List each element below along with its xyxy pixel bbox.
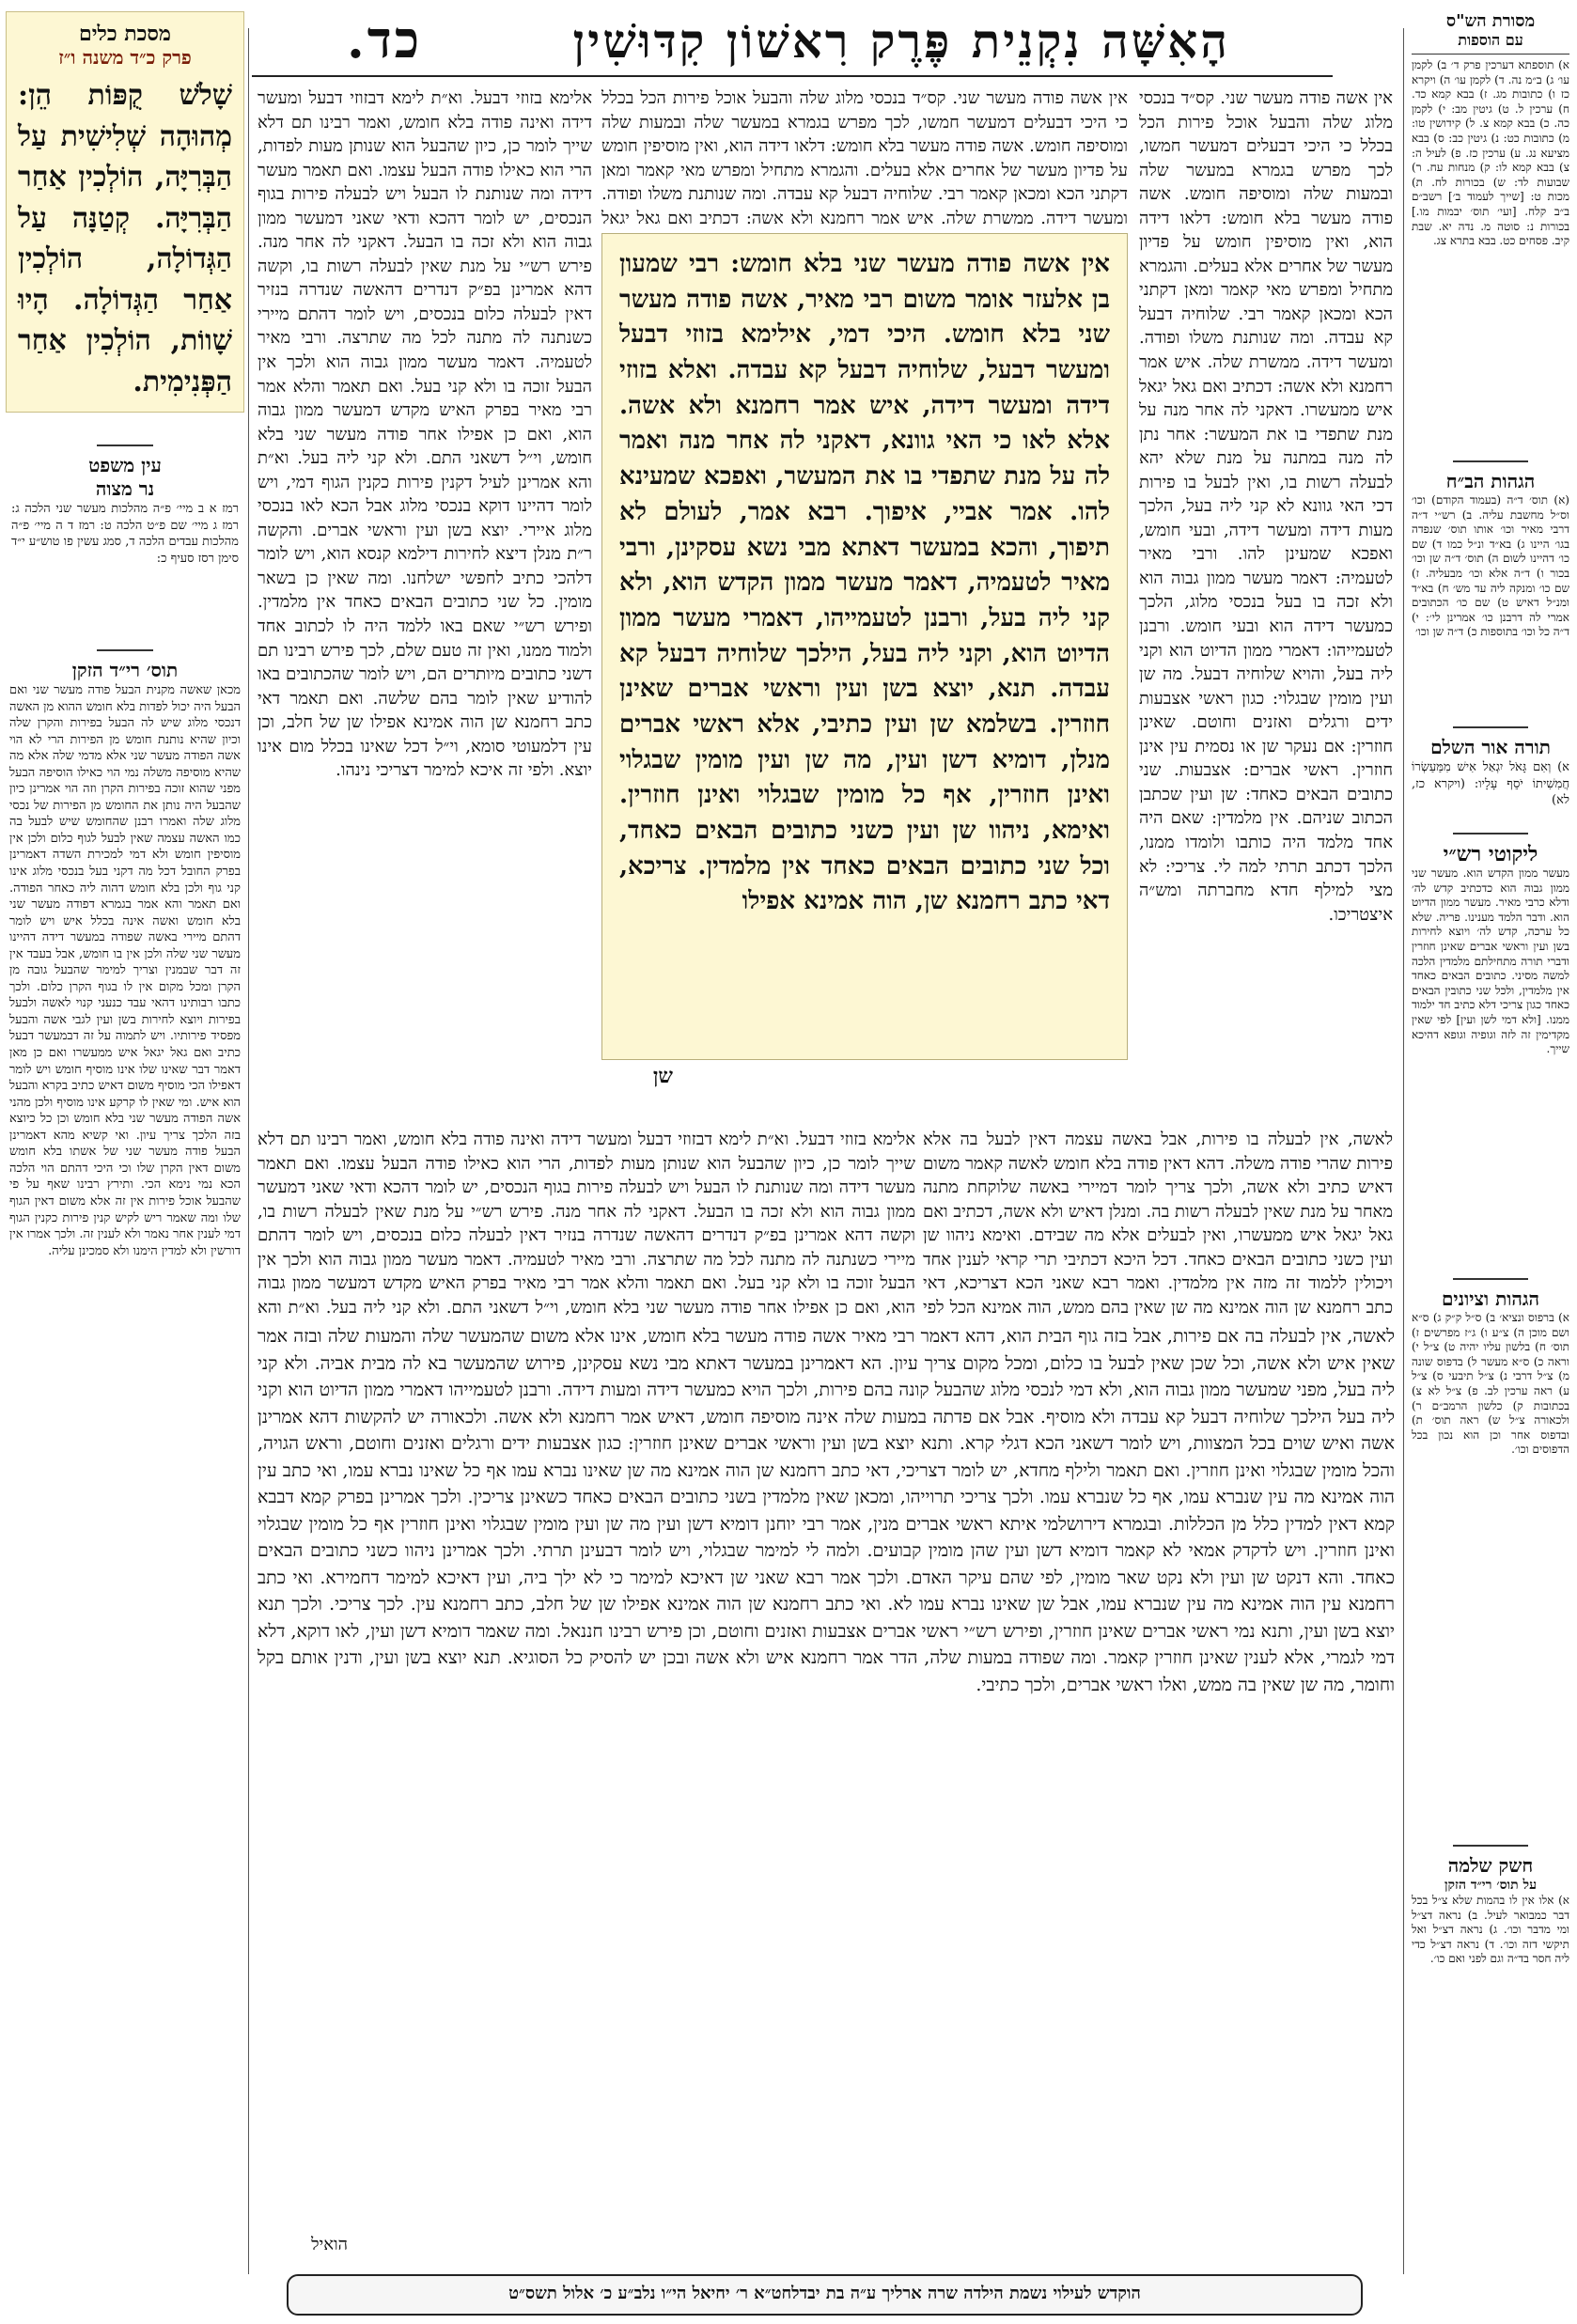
mishnah-title: מסכת כלים [79,22,171,46]
likutei-rashi-text: מעשר ממון הקדש הוא. מעשר שני ממון גבוה הוא כדכתיב קדש לה׳ ודלא כרבי מאיר. מעשר ממון הדיוט הוא. ודבר הלמד מענינו. פריה. שלא כל ערכה, קדש לה׳ ויוצא לחירות בשן ועין וראשי אברים שאינן חוזרין ודברי תורה מתחילתם מלמדין הלכה למשה מסיני. כתובים הבאים כאחד אין מלמדין, ולכל שני כתובין הבאים כאחד כגון צריכי דלא כתיב חד ילמוד ממנו. [ולא דמי לשן ועין] לפי שאין מקדימין זה לזה וגופיה וגופא דהיכא שייך. [1412,866,1569,1056]
right-margin [1412,11,1569,2267]
cheshek-text: א) אלו אין לו בהמות שלא צ״ל בכל דבר כמבואר לעיל. ב) נראה דצ״ל ומי מדבר וכו׳. ג) נראה דצ״ל ואל תיקשי דזה וכו׳. ד) נראה דצ״ל כדי ליה חסר בד״ה וגם לפני ואם כו׳. [1412,1894,1569,1966]
mesoret-title: מסורת הש"ס [1445,11,1536,31]
divider [1453,726,1528,728]
ein-mishpat-title: עין משפט [88,454,162,476]
dedication-footer [287,2274,1363,2316]
upper-band-text: אין אשה פודה מעשר שני. קס״ד בנכסי מלוג שלה והבעל אוכל פירות הכל בכלל כי היכי דבעלים דמעשר חמשו, לכך מפרש בגמרא במעשר שלה ובמעות שלה ומוסיפה חומש. אשה פודה מעשר בלא חומש: דלאו דידה הוא, ואין מוסיפין חומש על פדיון מעשר של אחרים אלא בעלים. והגמרא מתחיל ומפרש מאי קאמר ומאן דקתני הכא ומכאן קאמר רבי. שלוחיה דבעל קא עבדה. ומה שנותנת משלו ופודה. ומעשר דידה. ממשרת שלה. איש אמר רחמנא ולא אשה: דכתיב ואם גאל יגאל [601,88,1128,227]
rashi-bottom-text: לאשה, אין לבעלה בו פירות, אבל באשה עצמה דאין לבעל בה אלא פירות שהרי פודה משלה. דהא דאין פודה בלא חומש לאשה קאמר משום דאיש כתיב ולא אשה, ולכך צריך לומר דמיירי באשה שלוקחת מתנה מאחר על מנת שאין לבעלה רשות בה. ומנלן דאיש ולא אשה, דכתיב ואם גאל יגאל איש ממעשרו, ואין לבעלים אלא מה שבידם. ואימא ניהוו שן ועין כשני כתובים הבאים כאחד. דכל היכא דכתיבי תרי קראי לענין אחד ויכולין ללמוד זה מזה אין מלמדין. ואמר רבא שאני הכא דצריכא, דאי כתב רחמנא שן הוה אמינא מה שן שאין בהם ממש, הוה אמינא הכל לפי [923,1130,1393,1316]
bottom-catchword: הואיל [311,2235,348,2254]
divider [97,445,153,446]
bottom-commentary-text: לאשה, אין לבעלה בה אם פירות, אבל בזה גוף הבית הוא, דהא דאמר רבי מאיר אשה פודה מעשר בלא חומש, אינו אלא משום שהמעשר שלה והמעות שלה ובזה אמר שאין איש ולא אשה, וכל שכן שאין לבעל בו כלום, ומכל מקום צריך עיון. הא דאמרינן במעשר דאתא מבי נשא עסקינן, פירוש שהמעשר בא לה מבית אביה. ולא קני ליה בעל, מפני שמעשר ממון גבוה הוא, ולא דמי לנכסי מלוג שהבעל קונה בהם פירות, ולכך הויא כמעשר דידה ומעות דידה. ורבנן לטעמייהו דאמרי ממון הדיוט הוא וקני ליה בעל הילכך שלוחיה דבעל קא עבדה ולא מוסיף. אבל אם פדתה במעות שלה אינה מוסיפה חומש, דאיש אמר רחמנא ולא אשה. ולכאורה יש להקשות דהא אמרינן אשה ואיש שוים בכל המצוות, ויש לומר דשאני הכא דגלי קרא. ותנא יוצא בשן ועין וראשי אברים שאינן חוזרין: כגון אצבעות ידים ורגלים ואזנים וחוטם, וראש הגויה, והכל מומין שבגלוי ואינן חוזרין. ואם תאמר ולילף מחדא, יש לומר דצריכי, דאי כתב רחמנא שן הוה אמינא מה שן שאינו נברא עמו אף כל שאינו נברא עמו, ואי כתב עין הוה אמינא מה עין שנברא עמו, אף כל שנברא עמו. ולכך צריכי תרוייהו, ומכאן שאין מלמדין בשני כתובים הבאים כאחד כשאינן צריכין. ולכך אמרינן בפרק קמא דבבא קמא דאין למדין כלל מן הכללות. ובגמרא דירושלמי איתא ראשי אברים מנין, אמר רבי יוחנן דומיא דשן ועין מה שן ועין מומין שבגלוי ואינן חוזרין אף כל מומין שבגלוי ואינן חוזרין. ויש לדקדק אמאי לא קאמר דומיא דשן ועין שהן מומין קבועים. ולמה לי למימר שבגלוי, ויש לומר דבעינן תרתי. ולכך אמרינן ניהוו כשני כתובים הבאים כאחד. והא דנקט שן ועין ולא נקט שאר מומין, לפי שהם עיקר האדם. ולכך אמר רבא שאני שן דאיכא למימר כי לא ילך ביה, ועין דאיכא למימר דחמירא. ואי כתב רחמנא עין הוה אמינא מה עין שנברא עמו, אבל שן שאינו נברא עמו לא. ואי כתב רחמנא שן הוה אמינא אפילו שן של חלב, כתב רחמנא עין. לכך צריכי. ולכך תנא יוצא בשן ועין, ותנא נמי ראשי אברים שאינן חוזרין, ופירש רש״י ראשי אברים אצבעות ואזנים וחוטם, וכן פירש רבינו חננאל. ומה שאמר דומיא דשן ועין, לאו דוקא, דלא דמי לגמרי, אלא לענין שאינן חוזרין קאמר. ומה שפודה במעות שלה, הדר אמר רחמנא איש ולא אשה ובכן יש להסיק כל הסוגיא. תנא יוצא בשן ועין, ודנין אותם בקל וחומר, מה שן שאין בה ממש, ואלו ראשי אברים, ולכך כתיבי. [258,1326,1395,1695]
ein-mishpat-text: רמז א ב מיי׳ פ״ה מהלכות מעשר שני הלכה ג: רמז ג מיי׳ שם פ״ט הלכה ט: רמז ד ה מיי׳ פ״ה מהלכות עבדים הלכה ד, סמג עשין פו טוש״ע י״ד סימן רסז סעיף כ: [11,502,239,566]
hagahot-bach-text: (א) תוס׳ ד״ה (בעמוד הקודם) וכו׳ וס״ל מחשבת עליה. ב) רש״י ד״ה דרבי מאיר וכו׳ אותו תוס׳ שנפדה בגו׳ היינו ג) בא״ד ונ״ל כמו ד) שם כו׳ דהיינו לשום ה) תוס׳ ד״ה שן וכו׳ בכור ו) ד״ה אלא וכו׳ מבעליה. ז) שם כו׳ ומנקה ליה עד מש׳ ח) בא״ד ומנ״ל דאיש ט) שם כו׳ הכתובים אמרי לה דרבנן כו׳ אמרינן לי׳: י) ד״ה כל וכו׳ בתוספות כ) ד״ה שן וכו׳ [1412,493,1569,639]
hagahot-title: הגהות וציונים [1441,1287,1540,1310]
rashi-continuation [923,1128,1393,1316]
torah-or-title: תורה אור השלם [1430,736,1551,758]
cheshek-subtitle: על תוס׳ רי״ד הזקן [1444,1878,1538,1893]
hagahot-bach-title: הגהות הב״ח [1445,470,1536,492]
left-margin-rule [248,28,249,2274]
torah-or-text: א) וְאִם גָּאֹל יִגְאַל אִישׁ מִמַּעַשְׂרוֹ חֲמִשִׁיתוֹ יֹסֵף עָלָיו: (ויקרא כז, לא) [1412,760,1569,808]
dedication-text: הוקדש לעילוי נשמת הילדה שרה ארליך ע״ה בת יבדלחט״א ר׳ יחיאל הי״ו נלב״ע כ׳ אלול תשס״ט [508,2284,1141,2303]
divider [1453,1845,1528,1847]
tosafot-continuation [258,1128,915,1316]
bottom-commentary [258,1323,1395,2225]
hagahot-text: א) ברפוס ונציא׳ ב) ס״ל ק״ק ג) ס״א ושם מוכן ה) צ״ע ו) ג״ז מפרשים ז) תוס׳ ח) בלשון עליו יהיה ט) צ״ל י) וראה כ) ס״א מעשר ל) בדפוס שונה מ) צ״ל דרבי נ) צ״ל תיבעי ס) צ״ל ע) ראה ערכין לב. פ) צ״ל לא צ) בכתובות ק) כלשון הרמב״ם ר) ולכאורה צ״ל ש) ראה תוס׳ ת) ובדפוס אחר וכן הוא נכון בכל הדפוסים וכו׳. [1412,1311,1569,1457]
divider [1453,1278,1528,1280]
tosafot-rid-text: מכאן שאשה מקנית הבעל פודה מעשר שני ואם הבעל היה יכול לפדות בלא חומש ההוא מן האשה דנכסי מלוג שיש לה הבעל בפירות והקרן שלה וכיון שהיא נותנת חומש מן הפירות הרי לא הוי אשה הפודה מעשר שני אלא מדמי שלה אלא מה שהיא מוסיפה משלה נמי הוי כאילו הוסיפה הבעל מפני שהוא זוכה בפירות הקרן וזה הוי אמרינן כיון שהבעל היה נותן את החומש מן הפירות של נכסי מלוג שלה ואמרו רבנן שהחומש שיש לבעל בה כמו האשה עצמה שאין לבעל לגוף כלום ולכן אין מוסיפין חומש ולא דמי למכירת השדה דאמרינן בפרק החובל דכל מה דקני בעל בנכסי מלוג אינו קני גוף ולכן בלא חומש דהוה ליה כאחר הפודה. ואם תאמר והא אמר בגמרא דפודה מעשר שני בלא חומש ואשה אינה בכלל איש ויש לומר דהתם מיירי באשה שפודה במעשר דידה דהיינו מעשר שני שלה ולכן אין בו חומש, אבל בעבד אין זה דבר שבמנין וצריך למימר שהבעל גובה מן הקרן ומכל מקום אין לו בגוף הקרן כלום. ולכך כתבו רבותינו דהאי עבד כנעני קנוי לאשה ולבעל בפירות ויוצא לחירות בשן ועין לגבי אשה והבעל מפסיד פירותיו. ויש לתמוה על זה דבמעשר דבעל כתיב ואם גאל יגאל איש ממעשרו ואם כן מאן דאמר דבר שאינו שלו אינו מוסיף חומש ויש לומר דאפילו הכי מוסיף משום דאיש כתיב בקרא והבעל הוא איש. ומי שאין לו קרקע אינו מוסיף ולכן מהני אשה הפודה מעשר שני בלא חומש וכן כל כיוצא בזה הלכך צריך עיון. ואי קשיא מהא דאמרינן הבעל פודה מעשר שני של אשתו בלא חומש משום דאין הקרן שלו וכי היכי דהתם הוי הלכה הכא נמי נימא הכי. ותירץ רבינו שאף על פי שהבעל אוכל פירות אין זה אלא משום דאין הגוף שלו ומה שאמר ריש לקיש קנין פירות כקנין הגוף דמי לענין אחר נאמר ולא לענין זה. ולכך אמרו אין דורשין ולא למדין הימנו ולא סמכינן עליה. [9,683,241,1258]
rashi-column [1139,86,1393,1120]
mishnah-ref: פרק כ״ד משנה ו״ז [58,46,192,69]
gemara-text: אין אשה פודה מעשר שני בלא חומש: רבי שמעון בן אלעזר אומר משום רבי מאיר, אשה פודה מעשר שני בלא חומש. היכי דמי, אילימא בזוזי דבעל ומעשר דבעל, שלוחיה דבעל קא עבדה. ואלא בזוזי דידה ומעשר דידה, איש אמר רחמנא ולא אשה. אלא לאו כי האי גוונא, דאקני לה אחר מנה ואמר לה על מנת שתפדי בו את המעשר, ואפכא שמעינא להו. אמר אביי, איפוך. רבא אמר, לעולם לא תיפוך, והכא במעשר דאתא מבי נשא עסקינן, ורבי מאיר לטעמיה, דאמר מעשר ממון הקדש הוא, ולא קני ליה בעל, ורבנן לטעמייהו, דאמרי מעשר ממון הדיוט הוא, וקני ליה בעל, הילכך שלוחיה דבעל קא עבדה. תנא, יוצא בשן ועין וראשי אברים שאינן חוזרין. בשלמא שן ועין כתיבי, אלא ראשי אברים מנלן, דומיא דשן ועין, מה שן ועין מומין שבגלוי ואינן חוזרין, אף כל מומין שבגלוי ואינן חוזרין. ואימא, ניהוו שן ועין כשני כתובים הבאים כאחד, וכל שני כתובים הבאים כאחד אין מלמדין. צריכא, דאי כתב רחמנא שן, הוה אמינא אפילו [619,250,1110,916]
cheshek-title: חשק שלמה [1447,1854,1534,1877]
mishnah-kelim-box [6,11,244,413]
rashi-text: אין אשה פודה מעשר שני. קס״ד בנכסי מלוג שלה והבעל אוכל פירות הכל בכלל כי היכי דבעלים דמעשר חמשו, לכך מפרש בגמרא במעשר שלה ובמעות שלה ומוסיפה חומש. אשה פודה מעשר בלא חומש: דלאו דידה הוא, ואין מוסיפין חומש על פדיון מעשר של אחרים אלא בעלים. והגמרא מתחיל ומפרש מאי קאמר ומאן דקתני הכא ומכאן קאמר רבי. שלוחיה דבעל קא עבדה. ומה שנותנת משלו ופודה. ומעשר דידה. ממשרת שלה. איש אמר רחמנא ולא אשה: דכתיב ואם גאל יגאל איש ממעשרו. דאקני לה אחר מנה על מנת שתפדי בו את המעשר: אחר נתן לה מנה במתנה על מנת שלא יהא לבעלה רשות בו, ואין לבעל בו פירות דכי האי גוונא לא קני ליה בעל, הלכך מעות דידה ומעשר דידה, ובעי חומש, ואפכא שמעינן להו. ורבי מאיר לטעמיה: דאמר מעשר ממון גבוה הוא ולא זכה בו בעל בנכסי מלוג, הלכך כמעשר דידה הוא ובעי חומש. ורבנן לטעמייהו: דאמרי ממון הדיוט הוא וקני ליה בעל, והויא שלוחיה דבעל. מה שן ועין מומין שבגלוי: כגון ראשי אצבעות ידים ורגלים ואזנים וחוטם. שאינן חוזרין: אם נעקר שן או נסמית עין אינן חוזרין. ראשי אברים: אצבעות. שני כתובים הבאים כאחד: שן ועין שכתבן הכתוב שניהם. אין מלמדין: שאם היה אחד מלמד היה כותבו ולומדו ממנו, הלכך דכתב תרתי למה לי. צריכי: לא מצי למילף חדא מחברתה ומש״ה איצטריכו. [1139,88,1393,925]
chapter-title: הָאִשָּׁה נִקְנֵית פֶּרֶק רִאשׁוֹן קִדּוּשִׁין [572,13,1231,69]
divider [1453,833,1528,834]
tosafot-bottom-text: אלימא בזוזי דבעל. וא״ת לימא דבזוזי דבעל ומעשר דידה ואינה פודה בלא חומש, ואמר רבינו תם דלא שייך לומר כן, כיון שהבעל הוא שנותן מעות לפדות, הרי הוא כאילו פודה הבעל עצמו. ואם תאמר מעשר דידה ומה שנותנת לו הבעל ויש לבעלה פירות בגוף הנכסים, יש לומר דהכא ודאי שאני דמעשר ממון גבוה הוא ולא זכה בו הבעל. דאקני לה אחר מנה. פירש רש״י על מנת שאין לבעלה רשות בו, וקשה דהא אמרינן בפ״ק דנדרים דהאשה שנדרה בנזיר דאין לבעלה כלום בנכסים, ויש לומר דהתם מיירי כשנתנה לה מתנה לכל מה שתרצה. ורבי מאיר לטעמיה. דאמר מעשר ממון גבוה הוא ולכך אין הבעל זוכה בו ולא קני בעל. ואם תאמר והלא אמר רבי מאיר בפרק האיש מקדש דמעשר ממון גבוה הוא, ואם כן אפילו אחר פודה מעשר שני בלא חומש, וי״ל דשאני התם. ולא קני ליה בעל. וא״ת והא [258,1130,915,1316]
upper-band [601,86,1128,227]
divider [97,649,153,651]
page-number: כד. [346,9,423,70]
mesoret-text: א) תוספתא דערכין פרק ד׳ ב) לקמן עו׳ ג) ב״מ נה. ד) לקמן עו׳ ה) ויקרא כז ו) כתובות מג. ז) בבא קמא כד. ח) ערכין ל. ט) גיטין מב: י) לקמן כה. כ) בבא קמא צ. ל) קידושין טו: מ) כתובות כט: נ) גיטין כב: ס) בבא מציעא נג. ע) ערכין כז. פ) לעיל ה: צ) בבא קמא לו: ק) מנחות עח. ר) שבועות לד: ש) בכורות לח. ת) מכות ט: [שייך לעמוד ב׳] רשב״ם ב״ב קלח. [ועי׳ תוס׳ יבמות מו.] בכורות נ: סוטה מ. נדה יא. שבת קיב. פסחים כט. בבא בתרא צג. [1412,58,1569,248]
mesoret-subtitle: עם הוספות [1412,31,1569,55]
right-margin-rule [1403,28,1404,2274]
left-margin [6,11,244,2267]
divider [1453,460,1528,462]
header-rule [252,75,1333,77]
ner-mitzvah-title: נר מצוה [95,477,155,500]
tosafot-column [258,86,592,1120]
likutei-rashi-title: ליקוטי רש״י [1443,842,1538,866]
tosafot-text: אלימא בזוזי דבעל. וא״ת לימא דבזוזי דבעל ומעשר דידה ואינה פודה בלא חומש, ואמר רבינו תם דלא שייך לומר כן, כיון שהבעל הוא שנותן מעות לפדות, הרי הוא כאילו פודה הבעל עצמו. ואם תאמר מעשר דידה ומה שנותנת לו הבעל ויש לבעלה פירות בגוף הנכסים, יש לומר דהכא ודאי שאני דמעשר ממון גבוה הוא ולא זכה בו הבעל. דאקני לה אחר מנה. פירש רש״י על מנת שאין לבעלה רשות בו, וקשה דהא אמרינן בפ״ק דנדרים דהאשה שנדרה בנזיר דאין לבעלה כלום בנכסים, ויש לומר דהתם מיירי כשנתנה לה מתנה לכל מה שתרצה. ורבי מאיר לטעמיה. דאמר מעשר ממון גבוה הוא ולכך אין הבעל זוכה בו ולא קני בעל. ואם תאמר והלא אמר רבי מאיר בפרק האיש מקדש דמעשר ממון גבוה הוא, ואם כן אפילו אחר פודה מעשר שני בלא חומש, וי״ל דשאני התם. ולא קני ליה בעל. וא״ת והא אמרינן לעיל דקנין פירות כקנין הגוף דמי, ויש לומר דהיינו דוקא בנכסי מלוג אבל הכא לאו בנכסי מלוג איירי. יוצא בשן ועין וראשי אברים. והקשה ר״ת מנלן דיצא לחירות דילמא קנסא הוא, ויש לומר דלהכי כתיב לחפשי ישלחנו. ומה שאין כן בשאר מומין. כל שני כתובים הבאים כאחד אין מלמדין. ופירש רש״י שאם באו ללמד היה לו לכתוב אחד ולמוד ממנו, ואין זה טעם שלם, לכך פירש רבינו תם דשני כתובים מיותרים הם, ויש לומר שהכתובים באו להודיע שאין לומר בהם שלשה. ואם תאמר דאי כתב רחמנא שן הוה אמינא אפילו שן של חלב, וכן עין דלמעוטי סומא, וי״ל דכל שאינו בכלל מום אינו יוצא. ולפי זה איכא למימר דצריכי נינהו. [258,88,592,781]
gemara-catchword: שן [652,1064,673,1088]
tosafot-rid-title: תוס׳ רי״ד הזקן [71,659,179,681]
mishnah-text: שָׁלֹשׁ קֻפּוֹת הֵן: מְהוּהָה שְׁלִישִׁית עַל הַבְּרִיָּה, הוֹלְכִין אַחַר הַבְּרִיָּה. קְטַנָּה עַל הַגְּדוֹלָה, הוֹלְכִין אַחַר הַגְּדוֹלָה. הָיוּ שָׁווֹת, הוֹלְכִין אַחַר הַפְּנִימִית. [18,79,232,398]
gemara-box [601,233,1128,1060]
